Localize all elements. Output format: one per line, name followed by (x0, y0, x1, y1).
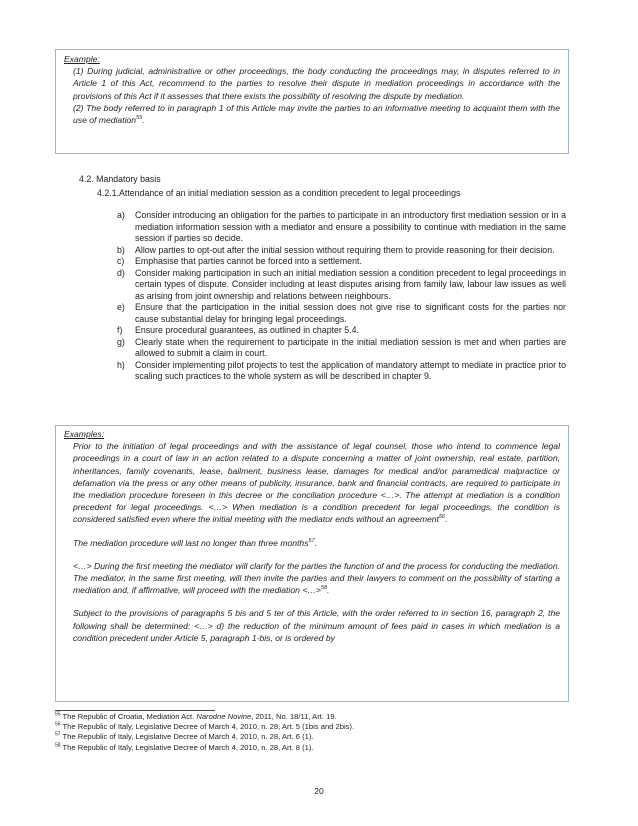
list-marker: a) (117, 210, 125, 220)
example-box (55, 49, 569, 154)
subsection-heading: 4.2.1.Attendance of an initial mediation session as a condition precedent to legal proceedings (97, 188, 461, 198)
list-item-text: Ensure procedural guarantees, as outlined in chapter 5.4. (135, 325, 359, 335)
list-marker: g) (117, 336, 125, 347)
list-marker: h) (117, 359, 125, 370)
list-item (117, 337, 566, 360)
footnote-italic: Narodne Novine (196, 712, 252, 721)
list-item (117, 245, 566, 257)
examples-paragraph-1 (64, 440, 560, 525)
example-label: Example: (64, 54, 100, 64)
footnote-text: The Republic of Italy, Legislative Decree of March 4, 2010, n. 28, Art. 5 (1bis and 2bis). (60, 722, 355, 732)
footnote-text: The Republic of Croatia, Mediation Act. (60, 712, 197, 721)
list-item (117, 210, 566, 245)
examples-paragraph-1-text: Prior to the initiation of legal proceedings and with the assistance of legal counsel, those who intend to commence legal proceedings in a court of law in an action related to a dispute concerning a matter of joint ownership, real estate, partition, inheritances, family covenants, lease, bailment, business lease, damages for medical and/or paramedical malpractice or defamation via the press or any other means of publicity, insurance, bank and financial contracts, are required to participate in the mediation procedure foreseen in this decree or the conciliation procedure <…>. The attempt at mediation is a condition precedent for legal proceedings. <…> When mediation is a condition precedent for legal proceedings, the condition is considered satisfied even where the initial meeting with the mediator ends without an agreement (73, 441, 560, 525)
examples-label: Examples: (64, 429, 105, 439)
examples-paragraph-2-end: . (314, 537, 318, 548)
recommendation-list (117, 210, 566, 383)
list-item-text: Emphasise that parties cannot be forced into a settlement. (135, 256, 362, 266)
list-item-text: Ensure that the participation in the initial session does not give rise to significant costs for the parties nor cause substantial delay for bringing legal proceedings. (135, 302, 566, 324)
list-item-text: Consider making participation in such an initial mediation session a condition precedent to legal proceedings in certain types of dispute. Consider including at least disputes arising from family law, labour law issues as well as arising from joint ownership and relations between neighbours. (135, 267, 566, 301)
footnote-number: 56 (55, 721, 61, 728)
footnote (55, 732, 354, 742)
footnote-number: 55 (55, 711, 61, 718)
footnote-ref-58[interactable]: 58 (320, 585, 328, 592)
list-item (117, 325, 566, 337)
footnote-number: 58 (55, 742, 61, 749)
footnote-ref-55[interactable]: 55 (136, 115, 143, 122)
example-paragraph-1: (1) During judicial, administrative or other proceedings, the body conducting the proceedings may, in disputes referred to in Article 1 of this Act, recommend to the parties to resolve their dispute in mediation proceedings in accordance with the provisions of this Act if it assesses that there exists the possibility of resolving the dispute by mediation. (73, 66, 560, 101)
list-item (117, 256, 566, 268)
examples-box (55, 425, 569, 702)
footnotes (55, 712, 354, 753)
examples-paragraph-3 (64, 560, 560, 597)
example-paragraph-2-end: . (142, 115, 145, 126)
footnote (55, 743, 354, 753)
list-item (117, 360, 566, 383)
list-item (117, 302, 566, 325)
example-paragraph-2 (64, 102, 560, 126)
page-number: 20 (314, 786, 324, 796)
examples-paragraph-2 (64, 537, 560, 549)
list-marker: f) (117, 325, 123, 335)
examples-paragraph-2-text: The mediation procedure will last no longer than three months (73, 537, 309, 548)
list-item-text: Consider introducing an obligation for the parties to participate in an introductory first mediation session or in a mediation information session with a mediator and ensure a possibility to continue with mediation in the same session if parties so decide. (135, 210, 566, 243)
list-marker: e) (117, 302, 125, 312)
footnote-text: The Republic of Italy, Legislative Decree of March 4, 2010, n. 28, Art. 8 (1). (60, 742, 314, 752)
list-item-text: Clearly state when the requirement to participate in the initial mediation session is met and when parties are allowed to submit a claim in court. (135, 336, 566, 358)
examples-paragraph-3-text: <…> During the first meeting the mediator will clarify for the parties the function of and the process for conducting the mediation. The mediator, in the same first meeting, will then invite the parties and their lawyers to comment on the possibility of starting a mediation and, if affirmative, will proceed with the mediation <…> (73, 560, 560, 596)
footnote-rest: , 2011, No. 18/11, Art. 19. (251, 712, 337, 721)
list-marker: b) (117, 244, 125, 255)
list-marker: d) (117, 267, 125, 278)
footnote-text: The Republic of Italy, Legislative Decree of March 4, 2010, n. 28, Art. 6 (1). (60, 732, 314, 742)
footnote-number: 57 (55, 731, 61, 738)
example-paragraph-2-text: (2) The body referred to in paragraph 1 of this Article may invite the parties to an informative meeting to acquaint them with the use of mediation (73, 102, 560, 126)
footnote-ref-57[interactable]: 57 (308, 537, 315, 544)
list-item-text: Allow parties to opt-out after the initial session without requiring them to provide reasoning for their decision. (135, 244, 555, 255)
footnote-divider (55, 710, 215, 711)
section-heading: 4.2. Mandatory basis (79, 174, 161, 184)
footnote-ref-56[interactable]: 56 (438, 514, 446, 521)
list-marker: c) (117, 256, 125, 266)
examples-paragraph-4: Subject to the provisions of paragraphs 5 bis and 5 ter of this Article, with the order referred to in section 16, paragraph 2, the following shall be determined: <…> d) the reduction of the minimum amount of fees paid in cases in which mediation is a condition precedent under Article 5, paragraph 1-bis, or is ordered by (73, 608, 560, 643)
examples-paragraph-1-end: . (445, 514, 448, 525)
examples-paragraph-3-end: . (327, 585, 330, 596)
footnote (55, 722, 354, 732)
list-item (117, 268, 566, 303)
list-item-text: Consider implementing pilot projects to test the application of mandatory attempt to mediate in practice prior to scaling such practices to the whole system as will be described in chapter 9. (135, 359, 566, 381)
footnote (55, 712, 354, 722)
